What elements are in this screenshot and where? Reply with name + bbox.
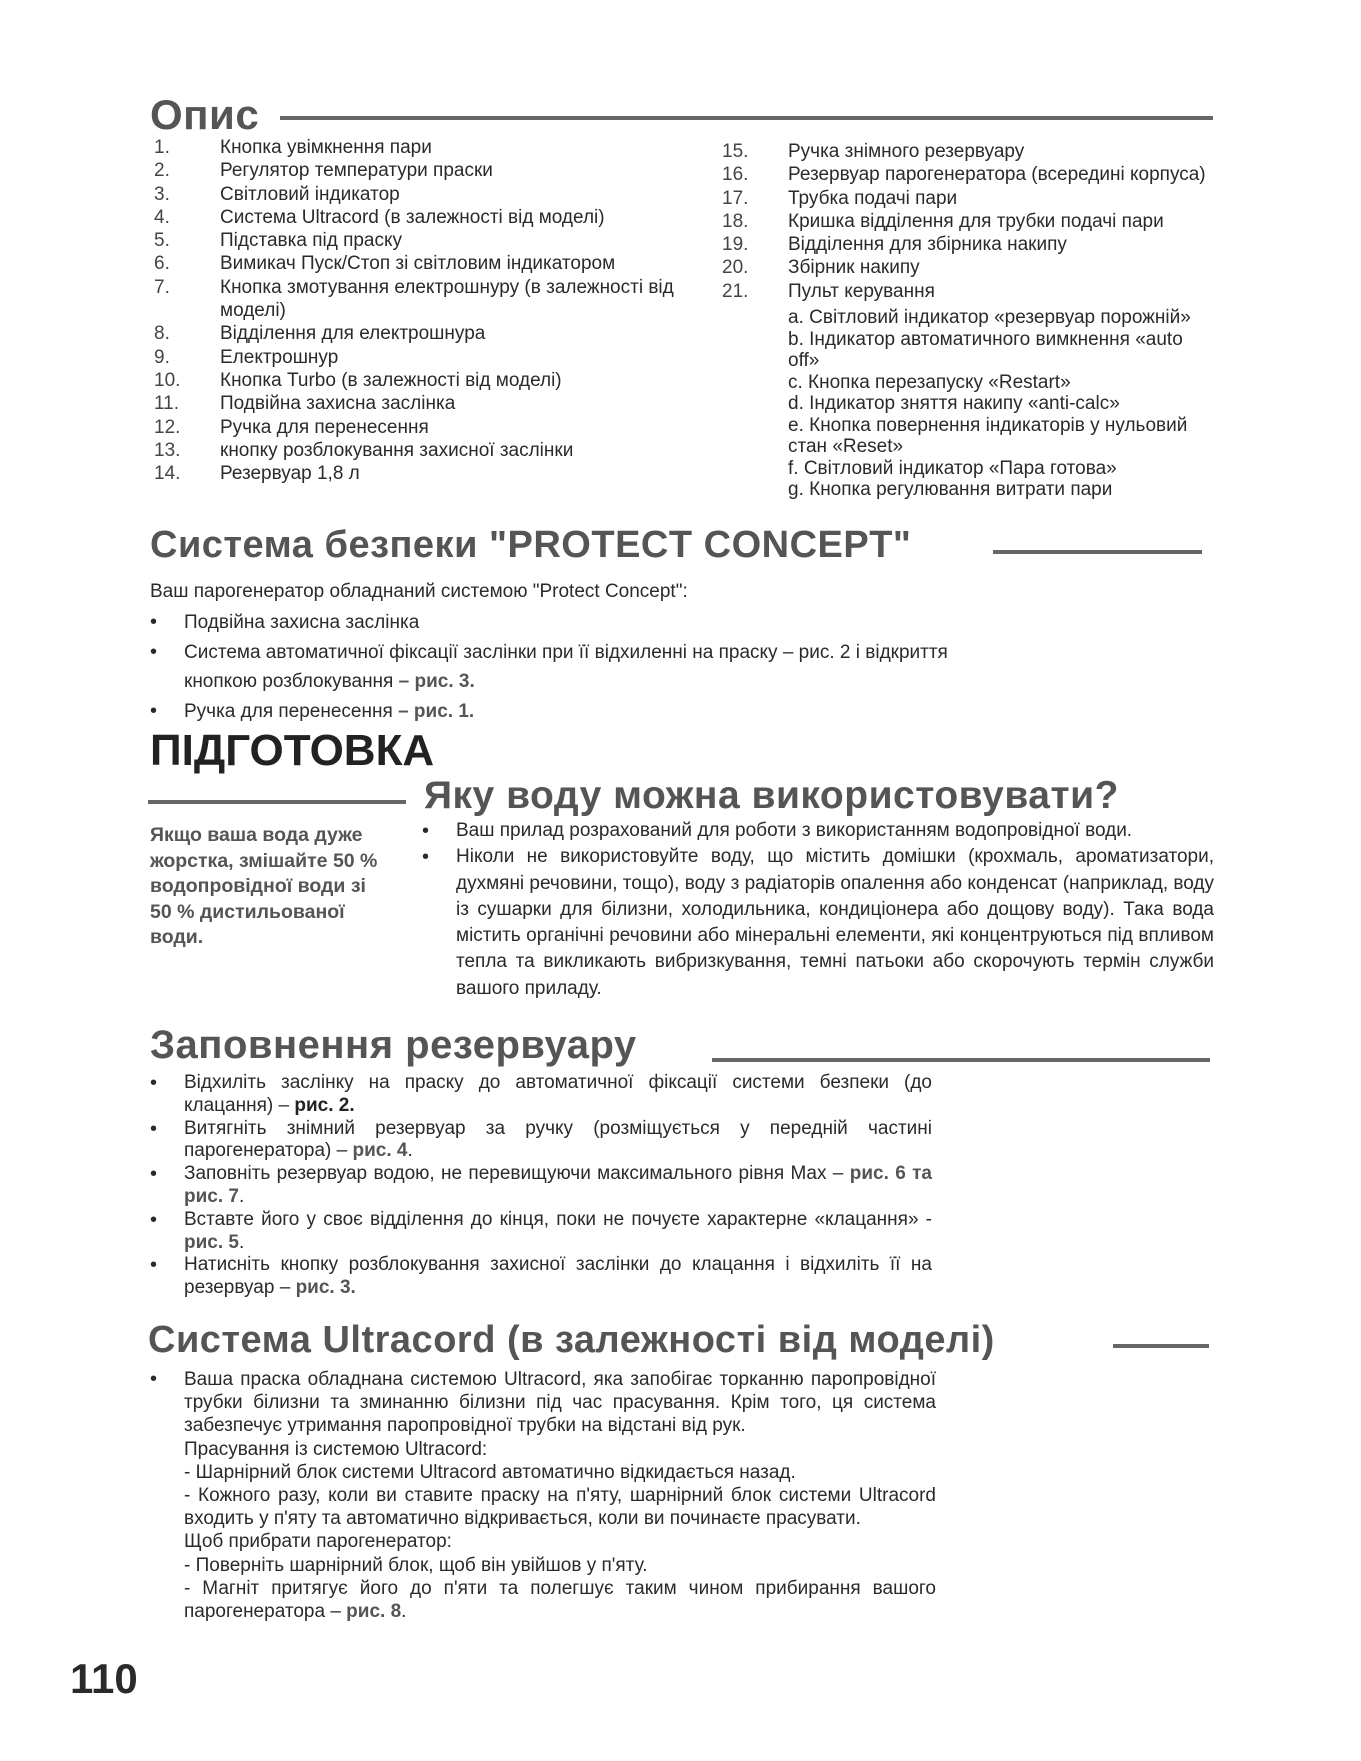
- protect-intro: Ваш парогенератор обладнаний системою "Protect Concept":: [150, 581, 688, 602]
- item-number: 2.: [154, 160, 170, 182]
- list-item: [154, 206, 699, 229]
- item-label: Трубка подачі пари: [788, 187, 958, 209]
- item-label: Кнопка Turbo (в залежності від моделі): [220, 369, 562, 391]
- item-number: 1.: [154, 137, 170, 158]
- item-number: 17.: [722, 187, 749, 209]
- list-item: [154, 369, 699, 392]
- list-item: • Подвійна захисна заслінка: [150, 608, 990, 638]
- paragraph: - Кожного разу, коли ви ставите праску на п'яту, шарнірний блок системи Ultracord входить у п'яту та автоматично відкривається, коли ви починаєте прасувати.: [184, 1485, 936, 1530]
- item-label: Підставка під праску: [220, 230, 403, 252]
- title-rule: [1113, 1344, 1209, 1348]
- item-number: 6.: [154, 253, 170, 275]
- list-item: [722, 280, 1222, 303]
- item-number: 11.: [154, 393, 180, 415]
- title-rule: [712, 1058, 1210, 1062]
- title-rule: [280, 116, 1213, 120]
- bullet-icon: •: [150, 1368, 158, 1390]
- list-item: • Система автоматичної фіксації заслінки при її відхиленні на праску – рис. 2 і відкриття кнопкою розблокування – рис. 3.: [150, 638, 990, 697]
- item-number: 12.: [154, 416, 181, 438]
- section-title-ultracord: Система Ultracord (в залежності від моделі): [148, 1319, 995, 1361]
- list-item: [154, 392, 699, 415]
- item-label: Кришка відділення для трубки подачі пари: [788, 210, 1164, 232]
- list-item: [154, 183, 699, 206]
- item-label: Подвійна захисна заслінка: [220, 393, 456, 415]
- item-number: 10.: [154, 369, 181, 391]
- water-bullets: [422, 818, 1214, 1002]
- section-title-protect: Система безпеки "PROTECT CONCEPT": [150, 524, 912, 566]
- list-item: [154, 462, 699, 485]
- control-panel-subitems: [788, 307, 1213, 501]
- item-number: 13.: [154, 439, 181, 461]
- item-label: Ручка для перенесення: [220, 416, 429, 438]
- list-item: c. Кнопка перезапуску «Restart»: [788, 371, 1071, 393]
- list-item: [154, 322, 699, 345]
- item-number: 3.: [154, 183, 170, 205]
- list-item: [722, 210, 1222, 233]
- item-label: Збірник накипу: [788, 257, 920, 279]
- chapter-title: ПІДГОТОВКА: [150, 726, 435, 775]
- paragraph: Прасування із системою Ultracord:: [184, 1438, 488, 1460]
- section-title-opys: Опис: [150, 91, 260, 138]
- list-item: [722, 187, 1222, 210]
- item-number: 8.: [154, 323, 170, 345]
- list-item: [154, 346, 699, 369]
- item-number: 18.: [722, 210, 749, 232]
- list-item: • Вставте його у своє відділення до кінця, поки не почуєте характерне «клацання» - рис. 5.: [150, 1209, 932, 1255]
- item-label: Електрошнур: [220, 346, 339, 368]
- paragraph: - Магніт притягує його до п'яти та полегшує таким чином прибирання вашого парогенератора – рис. 8.: [184, 1577, 936, 1623]
- item-label: Система Ultracord (в залежності від моделі): [220, 206, 605, 228]
- paragraph: Щоб прибрати парогенератор:: [184, 1531, 452, 1553]
- list-item: [722, 140, 1222, 163]
- item-number: 7.: [154, 276, 170, 298]
- item-label: Резервуар парогенератора (всередині корпуса): [788, 164, 1206, 186]
- item-number: 4.: [154, 206, 170, 228]
- item-label: Пульт керування: [788, 280, 935, 302]
- section-title-water: Яку воду можна використовувати?: [424, 774, 1119, 817]
- item-label: Резервуар 1,8 л: [220, 463, 360, 485]
- section-title-filling: Заповнення резервуару: [150, 1023, 637, 1067]
- item-label: Відділення для електрошнура: [220, 323, 486, 345]
- list-item: g. Кнопка регулювання витрати пари: [788, 479, 1113, 500]
- item-label: Кнопка увімкнення пари: [220, 137, 432, 158]
- list-item: d. Індикатор зняття накипу «anti-calc»: [788, 393, 1120, 414]
- list-item: f. Світловий індикатор «Пара готова»: [788, 457, 1117, 479]
- list-item: • Ручка для перенесення – рис. 1.: [150, 697, 990, 727]
- list-item: • Ваш прилад розрахований для роботи з використанням водопровідної води.: [422, 818, 1214, 844]
- protect-bullets: [150, 608, 990, 726]
- title-rule: [993, 550, 1202, 554]
- list-item: [154, 276, 699, 323]
- title-rule: [148, 800, 406, 804]
- item-number: 19.: [722, 234, 749, 256]
- item-label: кнопку розблокування захисної заслінки: [220, 439, 574, 461]
- item-number: 21.: [722, 280, 749, 302]
- page-number: 110: [70, 1655, 138, 1702]
- list-item: [154, 416, 699, 439]
- description-list-left: [154, 136, 699, 485]
- item-label: Відділення для збірника накипу: [788, 234, 1067, 256]
- filling-steps: [150, 1072, 932, 1300]
- list-item: [154, 136, 699, 159]
- list-item: [722, 163, 1222, 186]
- list-item: [154, 159, 699, 182]
- paragraph: Ваша праска обладнана системою Ultracord, яка запобігає торканню паропровідної трубки білизни та зминанню білизни під час прасування. Крім того, ця система забезпечує утримання паропровідної трубки на відстані від рук.: [184, 1369, 936, 1437]
- ultracord-section: [150, 1368, 936, 1623]
- description-list-right: [722, 140, 1222, 303]
- item-label: Вимикач Пуск/Стоп зі світловим індикатором: [220, 253, 616, 275]
- list-item: [154, 252, 699, 275]
- item-number: 9.: [154, 346, 170, 368]
- list-item: • Відхиліть заслінку на праску до автоматичної фіксації системи безпеки (до клацання) – рис. 2.: [150, 1072, 932, 1118]
- list-item: a. Світловий індикатор «резервуар порожній»: [788, 307, 1191, 328]
- list-item: [154, 439, 699, 462]
- item-label: Ручка знімного резервуару: [788, 141, 1025, 162]
- hard-water-note: Якщо ваша вода дуже жорстка, змішайте 50 % водопровідної води зі 50 % дистильованої води.: [150, 824, 378, 948]
- list-item: b. Індикатор автоматичного вимкнення «auto off»: [788, 328, 1183, 371]
- list-item: e. Кнопка повернення індикаторів у нульовий стан «Reset»: [788, 414, 1188, 457]
- list-item: [154, 229, 699, 252]
- paragraph: - Поверніть шарнірний блок, щоб він увійшов у п'яту.: [184, 1554, 648, 1576]
- item-label: Світловий індикатор: [220, 183, 400, 205]
- item-label: Регулятор температури праски: [220, 160, 493, 182]
- item-label: Кнопка змотування електрошнуру (в залежності від моделі): [220, 276, 674, 322]
- item-number: 15.: [722, 141, 749, 162]
- paragraph: - Шарнірний блок системи Ultracord автоматично відкидається назад.: [184, 1461, 796, 1483]
- item-number: 5.: [154, 230, 170, 252]
- list-item: • Ніколи не використовуйте воду, що містить домішки (крохмаль, ароматизатори, духмяні речовини, тощо), воду з радіаторів опалення або конденсат (наприклад, воду із сушарки для білизни, холодильника, кондиціонера або дощову воду). Така вода містить органічні речовини або мінеральні елементи, які концентруються під впливом тепла та викликають вибризкування, темні патьоки або скорочують термін служби вашого приладу.: [422, 844, 1214, 1002]
- list-item: [722, 233, 1222, 256]
- list-item: [722, 256, 1222, 279]
- list-item: • Заповніть резервуар водою, не перевищуючи максимального рівня Max – рис. 6 та рис. 7.: [150, 1163, 932, 1209]
- list-item: • Натисніть кнопку розблокування захисної заслінки до клацання і відхиліть її на резервуар – рис. 3.: [150, 1254, 932, 1300]
- list-item: • Витягніть знімний резервуар за ручку (розміщується у передній частині парогенератора) – рис. 4.: [150, 1118, 932, 1164]
- item-number: 20.: [722, 257, 749, 279]
- item-number: 14.: [154, 463, 181, 485]
- item-number: 16.: [722, 164, 749, 186]
